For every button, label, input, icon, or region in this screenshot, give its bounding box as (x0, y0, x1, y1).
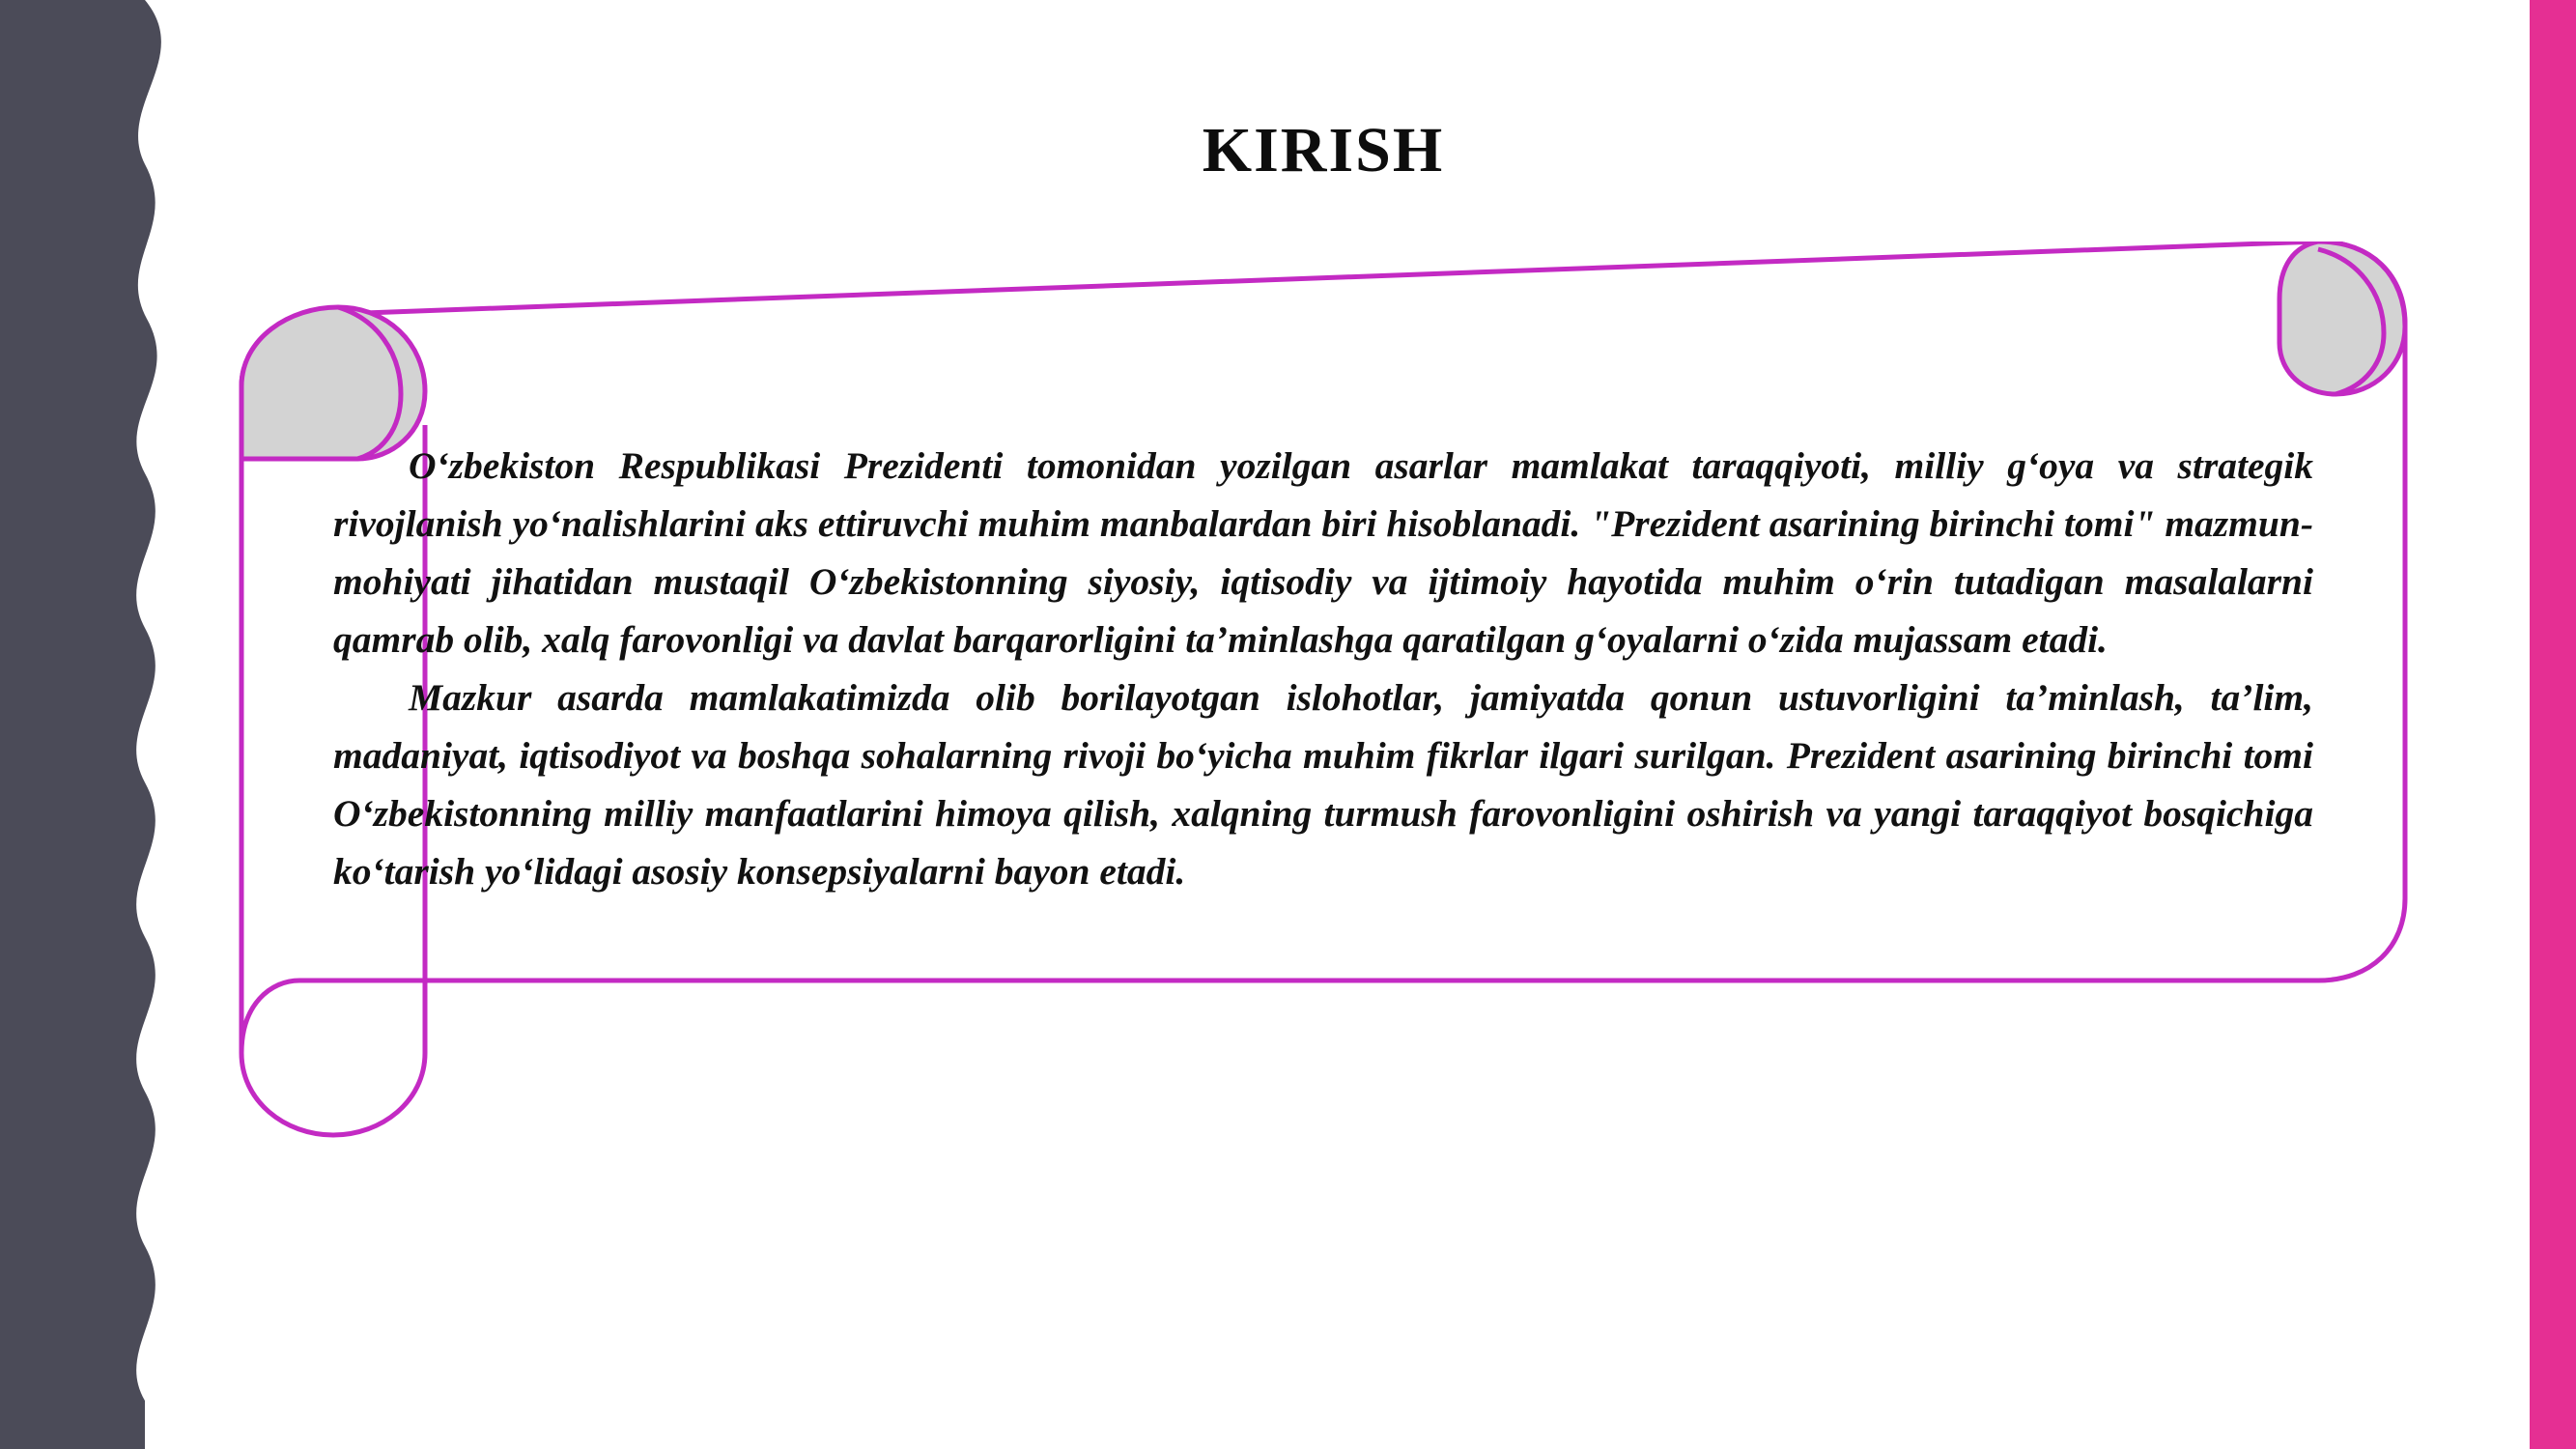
body-text (333, 437, 2313, 900)
page-title: KIRISH (1202, 115, 1445, 185)
paragraph-2: Mazkur asarda mamlakatimizda olib borilayotgan islohotlar, jamiyatda qonun ustuvorligini ta’minlash, ta’lim, madaniyat, iqtisodiyot va boshqa sohalarning rivoji bo‘yicha muhim fikrlar ilgari surilgan. Prezident asarining birinchi tomi O‘zbekistonning milliy manfaatlarini himoya qilish, xalqning turmush farovonligini oshirish va yangi taraqqiyot bosqichiga ko‘tarish yo‘lidagi asosiy konsepsiyalarni bayon etadi. (333, 676, 2313, 893)
left-wave-decoration (0, 0, 203, 1449)
paragraph-1: O‘zbekiston Respublikasi Prezidenti tomonidan yozilgan asarlar mamlakat taraqqiyoti, milliy g‘oya va strategik rivojlanish yo‘nalishlarini aks ettiruvchi muhim manbalardan biri hisoblanadi. "Prezident asarining birinchi tomi" mazmun-mohiyati jihatidan mustaqil O‘zbekistonning siyosiy, iqtisodiy va ijtimoiy hayotida muhim o‘rin tutadigan masalalarni qamrab olib, xalq farovonligi va davlat barqarorligini ta’minlashga qaratilgan g‘oyalarni o‘zida mujassam etadi. (333, 444, 2313, 661)
right-accent-bar (2530, 0, 2576, 1449)
